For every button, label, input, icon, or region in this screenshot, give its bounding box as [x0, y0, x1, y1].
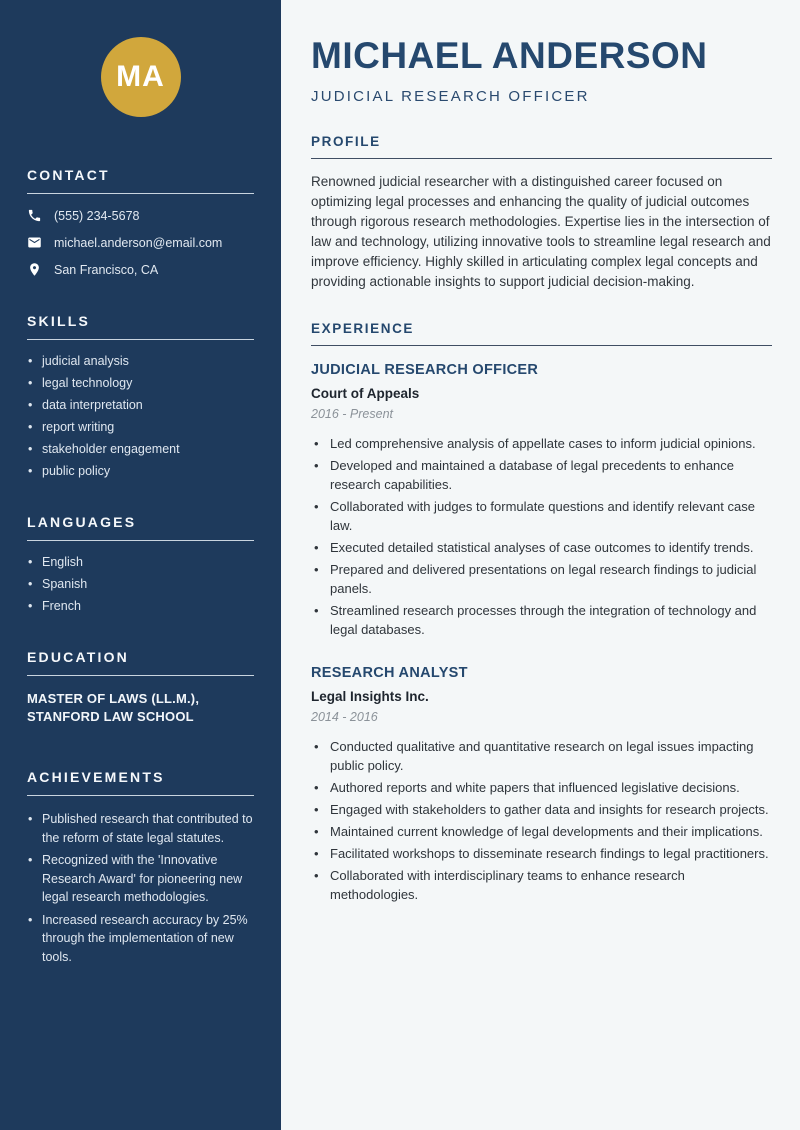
contact-section — [27, 167, 254, 277]
achievement-item: • Published research that contributed to the reform of state legal statutes. — [27, 810, 254, 847]
job-company: Legal Insights Inc. — [311, 689, 429, 704]
job-dates: 2016 - Present — [311, 407, 393, 421]
avatar — [101, 37, 181, 117]
job-bullet: • Developed and maintained a database of legal precedents to enhance research capabilities. — [311, 456, 772, 494]
job-bullet: • Collaborated with interdisciplinary teams to enhance research methodologies. — [311, 866, 772, 904]
education-heading: EDUCATION — [27, 649, 129, 665]
skill-item: • legal technology — [27, 376, 254, 390]
job-bullet: • Engaged with stakeholders to gather data and insights for research projects. — [311, 800, 772, 819]
languages-list — [27, 555, 254, 613]
divider — [27, 339, 254, 340]
skill-item: • judicial analysis — [27, 354, 254, 368]
job-bullet: • Streamlined research processes through the integration of technology and legal databases. — [311, 601, 772, 639]
job-bullet: • Authored reports and white papers that influenced legislative decisions. — [311, 778, 772, 797]
divider — [27, 540, 254, 541]
skill-item: • report writing — [27, 420, 254, 434]
experience-heading: EXPERIENCE — [311, 321, 415, 336]
email-icon — [27, 235, 42, 250]
languages-section — [27, 514, 254, 613]
job-company: Court of Appeals — [311, 386, 420, 401]
contact-email-row — [27, 235, 254, 250]
profile-heading: PROFILE — [311, 134, 381, 149]
divider — [311, 158, 772, 159]
skills-list — [27, 354, 254, 478]
job-bullets — [311, 737, 772, 904]
divider — [311, 345, 772, 346]
languages-heading: LANGUAGES — [27, 514, 137, 530]
achievements-list — [27, 810, 254, 966]
job-bullet: • Maintained current knowledge of legal developments and their implications. — [311, 822, 772, 841]
skill-item: • stakeholder engagement — [27, 442, 254, 456]
phone-value: (555) 234-5678 — [54, 208, 140, 223]
job-title: JUDICIAL RESEARCH OFFICER — [311, 362, 539, 378]
person-name: MICHAEL ANDERSON — [311, 35, 708, 76]
skill-item: • public policy — [27, 464, 254, 478]
person-title: JUDICIAL RESEARCH OFFICER — [311, 88, 590, 105]
divider — [27, 193, 254, 194]
contact-phone-row — [27, 208, 254, 223]
profile-section — [311, 134, 772, 292]
divider — [27, 795, 254, 796]
divider — [27, 675, 254, 676]
job-bullet: • Conducted qualitative and quantitative research on legal issues impacting public policy. — [311, 737, 772, 775]
contact-location-row — [27, 262, 254, 277]
phone-icon — [27, 208, 42, 223]
main-content — [281, 0, 800, 1130]
job-dates: 2014 - 2016 — [311, 710, 378, 724]
language-item: • Spanish — [27, 577, 254, 591]
skill-item: • data interpretation — [27, 398, 254, 412]
achievements-section — [27, 769, 254, 966]
location-pin-icon — [27, 262, 42, 277]
achievement-item: • Recognized with the 'Innovative Research Award' for pioneering new legal research methodologies. — [27, 851, 254, 907]
language-item: • French — [27, 599, 254, 613]
achievement-item: • Increased research accuracy by 25% through the implementation of new tools. — [27, 911, 254, 967]
skills-section — [27, 313, 254, 478]
job-entry — [311, 362, 772, 639]
job-bullets — [311, 434, 772, 639]
sidebar — [0, 0, 281, 1130]
job-bullet: • Collaborated with judges to formulate questions and identify relevant case law. — [311, 497, 772, 535]
job-bullet: • Prepared and delivered presentations on legal research findings to judicial panels. — [311, 560, 772, 598]
profile-text: Renowned judicial researcher with a distinguished career focused on optimizing legal processes and enhancing the quality of judicial outcomes through rigorous research methodologies. Expertise lies in the intersection of law and technology, utilizing innovative tools to streamline legal research and improve efficiency. Highly skilled in articulating complex legal concepts and providing actionable insights to support judicial decision-making. — [311, 174, 771, 289]
experience-section — [311, 321, 772, 904]
job-bullet: • Executed detailed statistical analyses of case outcomes to identify trends. — [311, 538, 772, 557]
job-bullet: • Led comprehensive analysis of appellate cases to inform judicial opinions. — [311, 434, 772, 453]
skills-heading: SKILLS — [27, 313, 90, 329]
job-bullet: • Facilitated workshops to disseminate research findings to legal practitioners. — [311, 844, 772, 863]
job-entry — [311, 665, 772, 904]
avatar-initials: MA — [116, 60, 165, 93]
education-degree: MASTER OF LAWS (LL.M.), STANFORD LAW SCHOOL — [27, 691, 200, 724]
achievements-heading: ACHIEVEMENTS — [27, 769, 165, 785]
location-value: San Francisco, CA — [54, 262, 159, 277]
language-item: • English — [27, 555, 254, 569]
contact-heading: CONTACT — [27, 167, 110, 183]
job-title: RESEARCH ANALYST — [311, 665, 468, 681]
email-value: michael.anderson@email.com — [54, 235, 223, 250]
education-section — [27, 649, 254, 725]
